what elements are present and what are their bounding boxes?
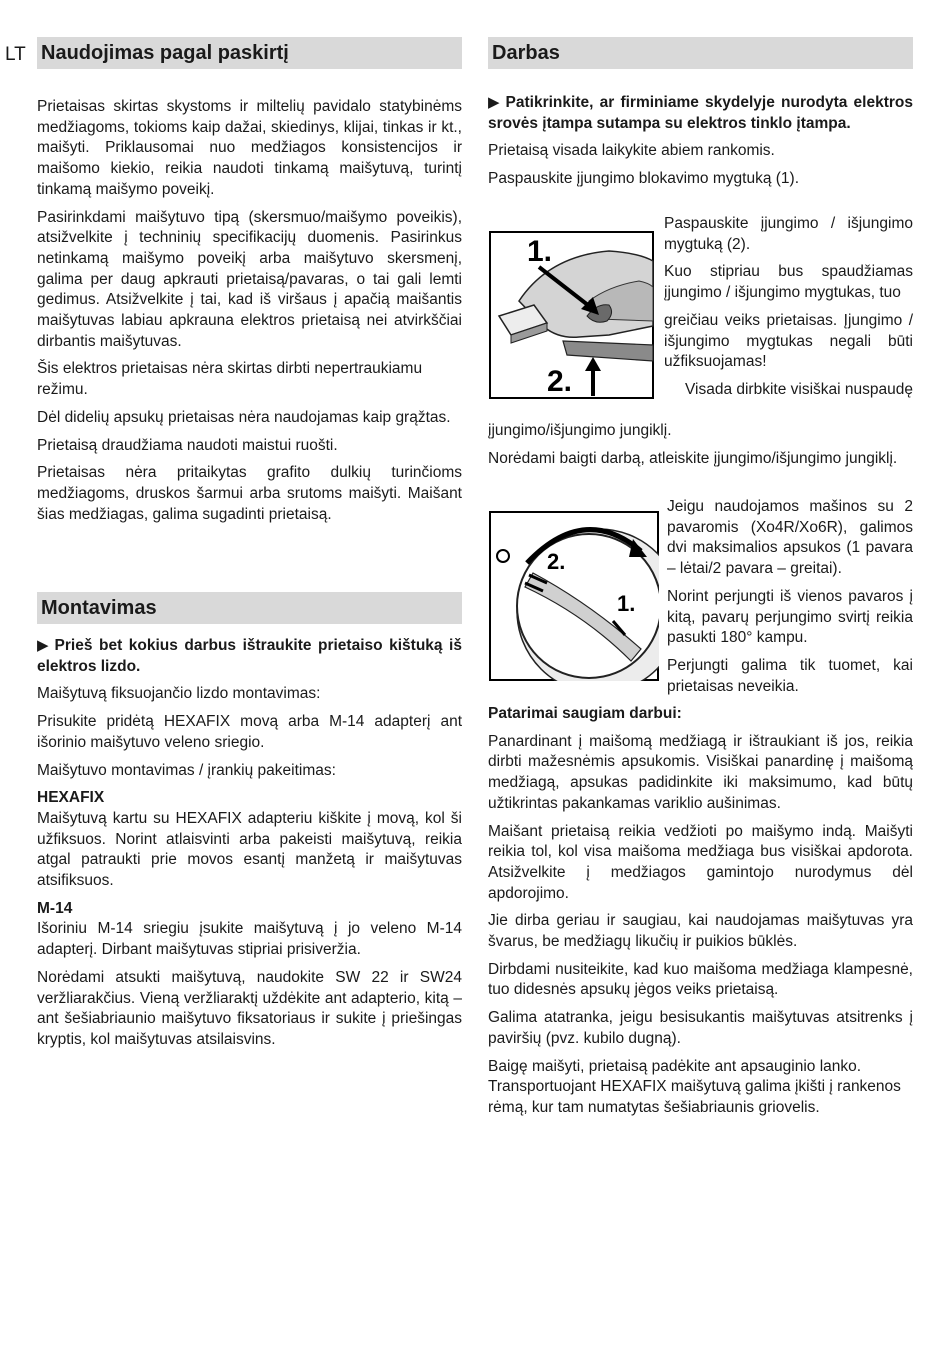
section-heading-operation: Darbas — [488, 37, 913, 69]
paragraph: Pasirinkdami maišytuvo tipą (skersmuo/maišymo poveikis), atsižvelkite į techninių specifikacijų duomenis. Pasirinkus netinkamą maišymo poveikį arba maišytuvo skersmenį, galima per daug apkrauti prietaisą/pavaras, o tai gali lemti gedimus. Atsižvelkite į tai, kad iš viršaus į apačią maišantis maišytuvas labiau apkrauna elektros prietaisą nei atvirkščiai dirbantis maišytuvas. — [37, 208, 462, 350]
paragraph: Baigę maišyti, prietaisą padėkite ant apsauginio lanko. Transportuojant HEXAFIX maišytuvą galima įkišti į rankenos rėmą, kur tam numatytas šešiabriaunis griovelis. — [488, 1057, 901, 1116]
language-code: LT — [5, 44, 26, 65]
gear-selector-icon — [489, 511, 659, 681]
section-heading-assembly: Montavimas — [37, 592, 462, 624]
paragraph: Perjungti galima tik tuomet, kai prietaisas neveikia. — [667, 656, 913, 695]
paragraph: Prisukite pridėtą HEXAFIX movą arba M-14 adapterį ant išorinio maišytuvo veleno sriegio. — [37, 713, 462, 751]
paragraph: greičiau veiks prietaisas. Įjungimo / išjungimo mygtukas negali būti užfiksuojamas! — [664, 311, 913, 371]
subheading-safety-tips: Patarimai saugiam darbui: — [488, 705, 682, 722]
paragraph: Kuo stipriau bus spaudžiamas įjungimo / išjungimo mygtukas, tuo — [664, 263, 913, 302]
gear-dial-illustration — [489, 511, 659, 681]
triangle-right-icon: ▶ — [37, 637, 49, 654]
paragraph: Paspauskite įjungimo / išjungimo mygtuką (2). — [664, 215, 913, 253]
paragraph: Jie dirba geriau ir saugiau, kai naudojamas maišytuvas yra švarus, be medžiagų likučių ir puikios būklės. — [488, 912, 913, 951]
paragraph: Paspauskite įjungimo blokavimo mygtuką (1). — [488, 170, 799, 188]
paragraph: Visada dirbkite visiškai nuspaudę — [684, 380, 913, 398]
paragraph: Norėdami baigti darbą, atleiskite įjungimo/išjungimo jungiklį. — [488, 449, 898, 467]
warning-note: ▶ Prieš bet kokius darbus ištraukite prietaiso kištuką iš elektros lizdo. — [37, 637, 462, 675]
paragraph: Maišant prietaisą reikia vedžioti po maišymo indą. Maišyti reikia tol, kol visa maišoma medžiaga bus visiškai apdorota. Atsižvelkite į medžiagos gamintojo nurodymus dėl apdorojimo. — [488, 822, 913, 902]
paragraph: Panardinant į maišomą medžiagą ir ištraukiant iš jos, reikia dirbti mažesnėmis apsukomis. Visiškai panardinę į maišomą medžiagą, apsukas padidinkite iki maksimumo, kad būtų užtikrintas pakankamas variklio aušinimas. — [488, 732, 913, 812]
triangle-right-icon: ▶ — [488, 94, 500, 111]
right-column-mid — [488, 421, 913, 476]
switch-instructions — [664, 214, 913, 408]
paragraph: Maišytuvo montavimas / įrankių pakeitimas: — [37, 761, 336, 779]
switch-trigger-icon — [489, 231, 654, 399]
switch-illustration — [489, 231, 654, 399]
paragraph: Šis elektros prietaisas nėra skirtas dirbti nepertraukiamu režimu. — [37, 360, 423, 399]
gear-instructions — [667, 497, 913, 704]
figure-label: 1. — [617, 591, 636, 616]
warning-note: ▶ Patikrinkite, ar firminiame skydelyje nurodyta elektros srovės įtampa sutampa su elektros tinklo įtampa. — [488, 94, 913, 132]
left-column-assembly — [37, 592, 462, 1058]
right-column — [488, 37, 913, 197]
left-column — [37, 37, 462, 532]
paragraph: Maišytuvą kartu su HEXAFIX adapteriu kiškite į movą, kol ši užfiksuos. Norint atlaisvinti arba pakeisti maišytuvą, reikia atgal patraukti prie movos esantį manžetą ir maišytuvas atsifiksuos. — [37, 809, 462, 890]
paragraph: Prietaisas skirtas skystoms ir miltelių pavidalo statybinėms medžiagoms, tokioms kaip dažai, skiedinys, klijai, tinkas ir kt., maišyti. Priklausomai nuo medžiagos konsistencijos ir maišomo kiekio, reikia naudoti tinkamą maišytuvą, turintį tinkamą maišymo poveikį. — [37, 98, 462, 198]
paragraph: įjungimo/išjungimo jungiklį. — [488, 422, 672, 439]
paragraph: Norėdami atsukti maišytuvą, naudokite SW 22 ir SW24 veržliarakčius. Vieną veržliaraktį uždėkite ant adapterio, kitą – ant šešiabriaunio maišytuvo fiksatoriaus ir sukite į priešingas kryptis, kol maišytuvas atsilaisvins. — [37, 968, 462, 1048]
paragraph: Galima atatranka, jeigu besisukantis maišytuvas atsitrenks į paviršių (pvz. kubilo dugną). — [488, 1009, 913, 1047]
paragraph: Prietaisą draudžiama naudoti maistui ruošti. — [37, 436, 338, 454]
figure-label: 2. — [547, 549, 566, 574]
paragraph: Prietaisas nėra pritaikytas grafito dulkių turinčioms medžiagoms, druskos šarmui arba srutoms maišyti. Maišant šias medžiagas, galima sugadinti prietaisą. — [37, 464, 462, 523]
subheading-m14: M-14 — [37, 899, 73, 917]
subheading-hexafix: HEXAFIX — [37, 789, 105, 807]
figure-label: 2. — [547, 365, 573, 398]
section-heading-intended-use: Naudojimas pagal paskirtį — [37, 37, 462, 69]
paragraph: Norint perjungti iš vienos pavaros į kitą, pavarų perjungimo svirtį reikia pasukti 180° kampu. — [667, 587, 913, 647]
paragraph: Maišytuvą fiksuojančio lizdo montavimas: — [37, 685, 321, 703]
right-column-tips — [488, 704, 913, 1126]
paragraph: Išoriniu M-14 sriegiu įsukite maišytuvą į jo veleno M-14 adapterį. Dirbant maišytuvas stipriai prisiveržia. — [37, 920, 462, 959]
paragraph: Prietaisą visada laikykite abiem rankomis. — [488, 142, 775, 160]
figure-label: 1. — [527, 235, 553, 268]
paragraph: Jeigu naudojamos mašinos su 2 pavaromis (Xo4R/Xo6R), galimos dvi maksimalios apsukos (1 pavara – lėtai/2 pavara – greitai). — [667, 498, 913, 578]
paragraph: Dirbdami nusiteikite, kad kuo maišoma medžiaga klampesnė, tuo didesnės apsukų jėgos veiks prietaisą. — [488, 960, 913, 999]
paragraph: Dėl didelių apsukų prietaisas nėra naudojamas kaip grąžtas. — [37, 408, 451, 426]
